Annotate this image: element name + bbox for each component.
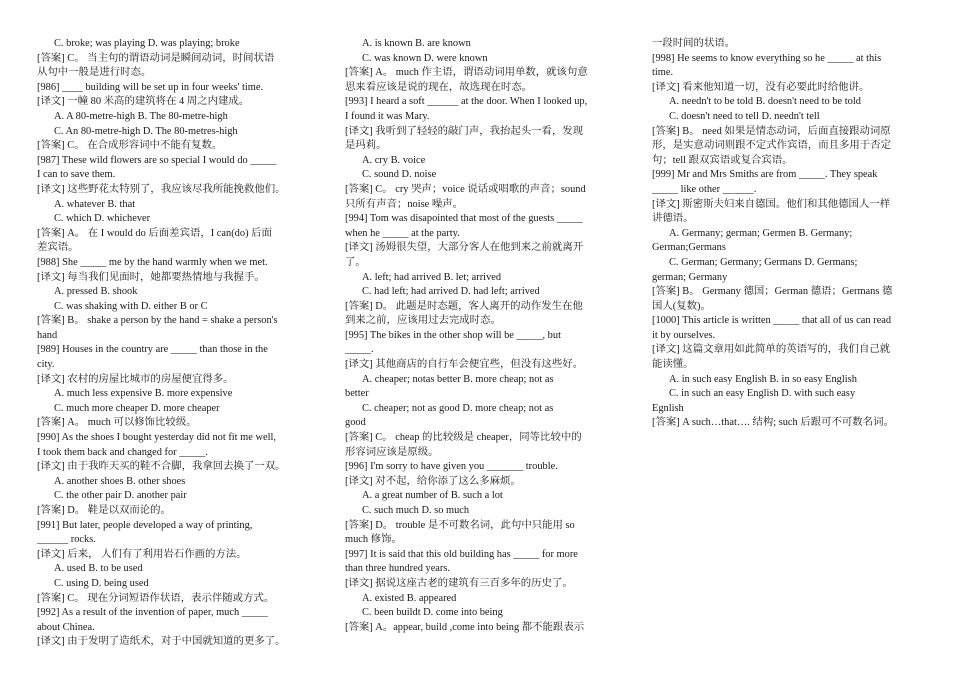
text-line: 从句中一般是进行时态。 xyxy=(37,67,152,79)
text-line: A. in such easy English B. in so easy English xyxy=(669,373,857,385)
text-line: [答案] A。appear, build ,come into being 都不能跟表示 xyxy=(345,621,585,633)
text-line: [996] I'm sorry to have given you _______ trouble. xyxy=(345,461,558,473)
text-line: C. was known D. were known xyxy=(362,52,488,64)
text-line: city. xyxy=(37,359,55,371)
text-line: [答案] C。 当主句的谓语动词是瞬间动词，时间状语 xyxy=(37,52,275,64)
text-line: [译文] 这篇文章用如此简单的英语写的，我们自己就 xyxy=(652,344,891,356)
text-line: [译文] 我听到了轻轻的敲门声，我抬起头一看，发现 xyxy=(345,125,584,137)
text-line: I took them back and changed for _____. xyxy=(37,446,208,458)
text-line: C. broke; was playing D. was playing; broke xyxy=(54,38,240,49)
text-line: [译文] 每当我们见面时，她都要热情地与我握手。 xyxy=(37,271,265,283)
text-line: [988] She _____ me by the hand warmly when we met. xyxy=(37,256,268,268)
text-line: [译文] 后来， 人们有了利用岩石作画的方法。 xyxy=(37,548,247,560)
column-3 xyxy=(652,37,936,431)
text-line: 是玛莉。 xyxy=(345,140,387,152)
text-line: [译文] 一幢 80 米高的建筑将在 4 周之内建成。 xyxy=(37,96,250,108)
text-line: [译文] 据说这座古老的建筑有三百多年的历史了。 xyxy=(345,577,573,589)
text-line: german; Germany xyxy=(652,271,728,283)
text-line: A. Germany; german; Germen B. Germany; xyxy=(669,227,853,239)
text-line: 形，是实意动词则跟不定式作宾语，而且多用于否定 xyxy=(652,140,891,152)
text-line: [答案] C。 现在分词短语作状语，表示伴随或方式。 xyxy=(37,592,275,604)
text-line: about Chinea. xyxy=(37,621,95,633)
text-line: [译文] 对不起，给你添了这么多麻烦。 xyxy=(345,475,521,487)
text-line: [986] ____ building will be set up in four weeks' time. xyxy=(37,81,264,93)
text-line: 了。 xyxy=(345,256,366,268)
text-line: 一段时间的状语。 xyxy=(652,38,736,49)
text-line: [答案] A。 在 I would do 后面差宾语，I can(do) 后面 xyxy=(37,227,272,239)
text-line: 国人(复数)。 xyxy=(652,300,711,312)
text-line: [答案] C。 cheap 的比较级是 cheaper，同等比较中的 xyxy=(345,432,582,444)
text-line: when he _____ at the party. xyxy=(345,227,460,239)
text-line: [答案] B。 Germany 德国；German 德语；Germans 德 xyxy=(652,286,893,298)
text-line: A. is known B. are known xyxy=(362,38,471,49)
text-line: C. doesn't need to tell D. needn't tell xyxy=(669,110,820,122)
text-line: [答案] D。 鞋是以双而论的。 xyxy=(37,505,171,516)
text-line: ______ rocks. xyxy=(37,534,96,546)
text-line: [答案] B。 shake a person by the hand = shake a person's xyxy=(37,315,278,327)
text-line: [991] But later, people developed a way of printing, xyxy=(37,519,253,531)
text-line: [答案] A。 much 可以修饰比较级。 xyxy=(37,417,197,429)
text-line: [989] Houses in the country are _____ than those in the xyxy=(37,344,268,356)
text-line: Egnlish xyxy=(652,402,684,414)
text-line: [译文] 看来他知道一切，没有必要此时给他讲。 xyxy=(652,81,870,93)
text-line: C. which D. whichever xyxy=(54,213,151,225)
text-line: [答案] D。 此题是时态题，客人离开的动作发生在他 xyxy=(345,300,583,312)
text-line: [答案] B。 need 如果是情态动词，后面直接跟动词原 xyxy=(652,125,891,137)
text-line: [998] He seems to know everything so he _____ at this xyxy=(652,52,882,64)
text-line: 形容词应该是原级。 xyxy=(345,446,439,458)
text-line: C. An 80-metre-high D. The 80-metres-high xyxy=(54,125,238,137)
text-line: C. had left; had arrived D. had left; arrived xyxy=(362,286,540,298)
text-line: [答案] D。 trouble 是不可数名词，此句中只能用 so xyxy=(345,519,575,531)
text-line: [译文] 其他商店的自行车会便宜些，但没有这些好。 xyxy=(345,359,584,371)
text-line: 能读懂。 xyxy=(652,359,694,371)
text-line: C. German; Germany; Germans D. Germans; xyxy=(669,256,858,268)
text-line: [990] As the shoes I bought yesterday did not fit me well, xyxy=(37,432,276,444)
text-line: 到来之前，应该用过去完成时态。 xyxy=(345,315,501,327)
text-line: than three hundred years. xyxy=(345,563,451,575)
text-line: [译文] 农村的房屋比城市的房屋便宜得多。 xyxy=(37,373,234,385)
text-line: C. the other pair D. another pair xyxy=(54,490,187,502)
text-line: [992] As a result of the invention of paper, much _____ xyxy=(37,607,268,619)
text-line: 讲德语。 xyxy=(652,213,694,225)
text-line: A. whatever B. that xyxy=(54,198,136,210)
text-line: C. much more cheaper D. more cheaper xyxy=(54,402,220,414)
text-line: 只所有声音；noise 噪声。 xyxy=(345,198,464,210)
text-line: better xyxy=(345,388,369,400)
text-line: good xyxy=(345,417,366,429)
text-line: [993] I heard a soft ______ at the door. When I looked up, xyxy=(345,96,588,108)
text-line: A. needn't to be told B. doesn't need to be told xyxy=(669,96,861,108)
text-line: A. cheaper; notas better B. more cheap; not as xyxy=(362,373,554,385)
text-line: 差宾语。 xyxy=(37,242,79,254)
text-line: _____. xyxy=(345,344,374,356)
text-line: C. in such an easy English D. with such easy xyxy=(669,388,856,400)
text-line: C. such much D. so much xyxy=(362,505,470,516)
text-line: A. used B. to be used xyxy=(54,563,143,575)
text-line: [答案] A such…that…. 结构; such 后跟可不可数名词。 xyxy=(652,417,894,429)
text-line: _____ like other ______. xyxy=(652,183,757,195)
text-line: I can to save them. xyxy=(37,169,116,181)
text-line: it by ourselves. xyxy=(652,329,716,341)
text-line: A. much less expensive B. more expensive xyxy=(54,388,233,400)
text-line: I found it was Mary. xyxy=(345,110,430,122)
text-line: A. existed B. appeared xyxy=(362,592,457,604)
text-line: [答案] C。 cry 哭声；voice 说话或唱歌的声音；sound xyxy=(345,183,586,195)
text-line: [译文] 汤姆很失望，大部分客人在他到来之前就离开 xyxy=(345,242,584,254)
text-line: [999] Mr and Mrs Smiths are from _____. They speak xyxy=(652,169,878,181)
text-line: A. another shoes B. other shoes xyxy=(54,475,186,487)
text-line: [997] It is said that this old building has _____ for more xyxy=(345,548,578,560)
column-1 xyxy=(37,37,317,650)
text-line: [1000] This article is written _____ that all of us can read xyxy=(652,315,892,327)
text-line: C. been buildt D. come into being xyxy=(362,607,503,619)
text-line: 思来看应该是说的现在，故选现在时态。 xyxy=(345,81,533,93)
text-line: time. xyxy=(652,67,674,79)
text-line: [答案] C。 在合成形容词中不能有复数。 xyxy=(37,140,223,152)
text-line: much 修饰。 xyxy=(345,534,402,546)
text-line: C. sound D. noise xyxy=(362,169,437,181)
text-line: C. using D. being used xyxy=(54,577,149,589)
text-line: [995] The bikes in the other shop will be _____, but xyxy=(345,329,561,341)
text-line: C. was shaking with D. either B or C xyxy=(54,300,208,312)
text-line: [994] Tom was disapointed that most of the guests _____ xyxy=(345,213,583,225)
text-line: A. left; had arrived B. let; arrived xyxy=(362,271,502,283)
text-line: A. A 80-metre-high B. The 80-metre-high xyxy=(54,110,228,122)
text-line: [译文] 斯密斯夫妇来自德国。他们和其他德国人一样 xyxy=(652,198,891,210)
text-line: [译文] 这些野花太特别了，我应该尽我所能挽救他们。 xyxy=(37,183,286,195)
text-line: [译文] 由于发明了造纸术，对于中国就知道的更多了。 xyxy=(37,636,286,648)
text-line: A. cry B. voice xyxy=(362,154,426,166)
text-line: A. a great number of B. such a lot xyxy=(362,490,503,502)
text-line: [译文] 由于我昨天买的鞋不合脚，我拿回去换了一双。 xyxy=(37,461,286,473)
column-2 xyxy=(345,37,625,635)
text-line: [答案] A。 much 作主语，谓语动词用单数，就该句意 xyxy=(345,67,588,79)
text-line: hand xyxy=(37,329,58,341)
text-line: 句；tell 跟双宾语或复合宾语。 xyxy=(652,154,793,166)
text-line: C. cheaper; not as good D. more cheap; not as xyxy=(362,402,554,414)
text-line: German;Germans xyxy=(652,242,726,254)
text-line: A. pressed B. shook xyxy=(54,286,138,298)
text-line: [987] These wild flowers are so special I would do _____ xyxy=(37,154,277,166)
